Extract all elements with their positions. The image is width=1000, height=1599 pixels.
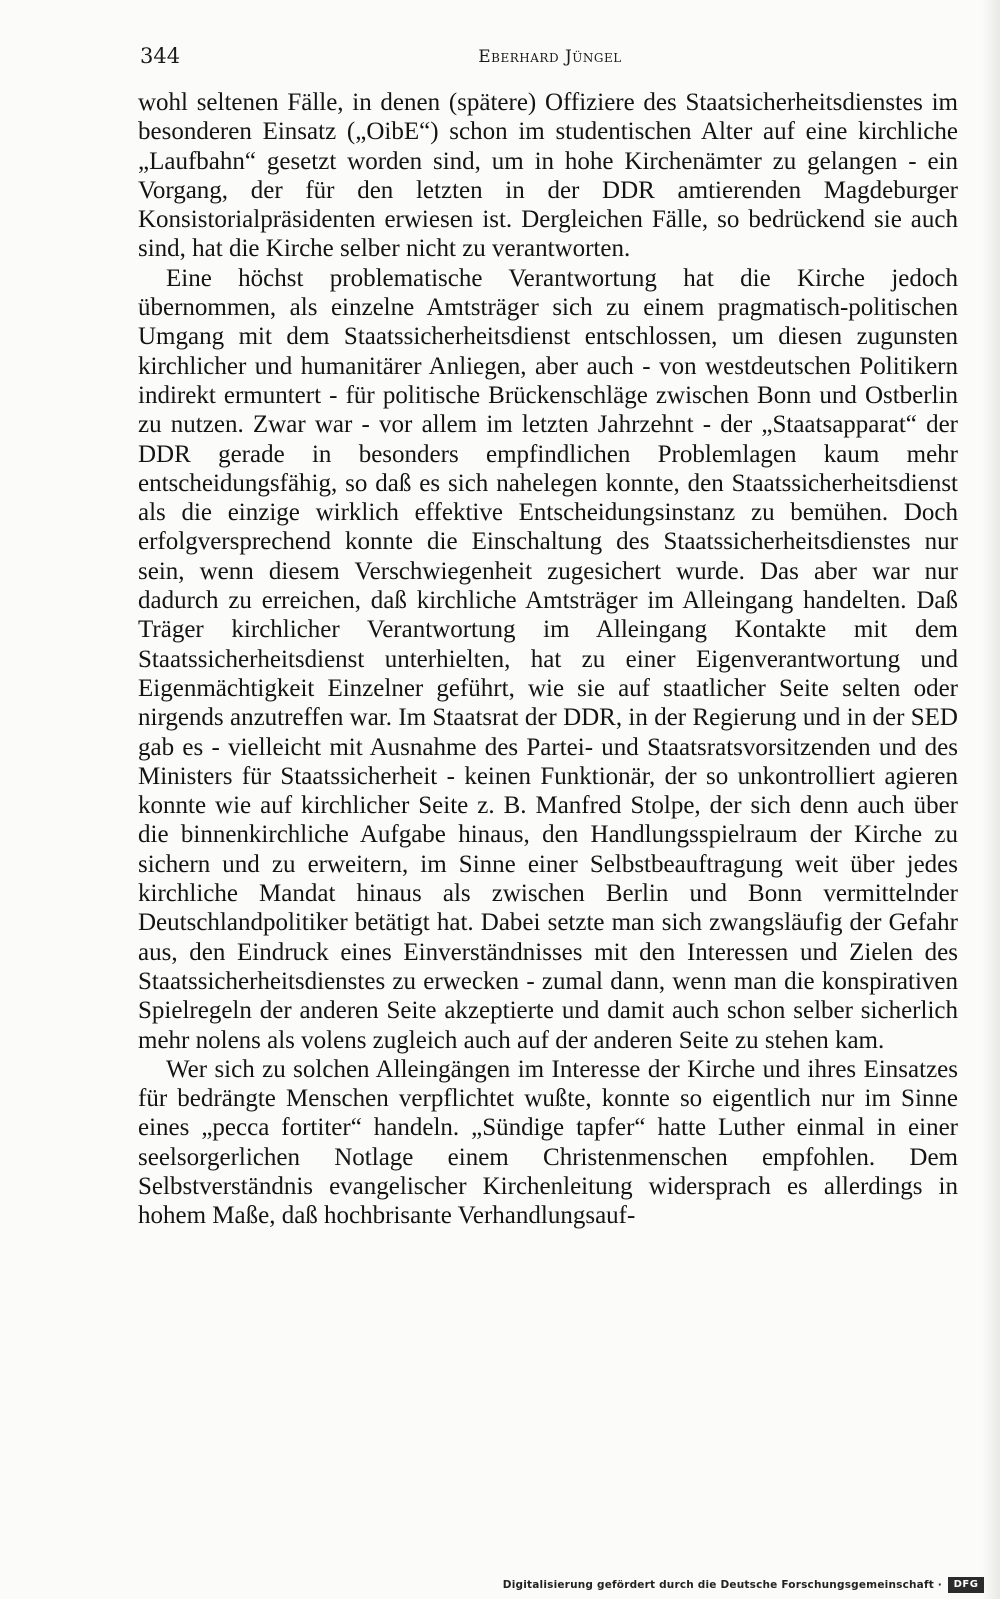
body-text — [138, 88, 958, 1231]
running-head-author: Eberhard Jüngel — [478, 47, 622, 67]
page-edge-shadow — [982, 0, 1000, 1599]
dfg-logo: DFG — [948, 1577, 984, 1593]
running-head — [140, 44, 960, 78]
paragraph: Eine höchst problematische Verantwortung hat die Kirche jedoch übernommen, als einzelne Amtsträger sich zu einem pragmatisch-politischen Umgang mit dem Staatssicherheitsdienst entschlossen, um diesen zugunsten kirchlicher und humanitärer Anliegen, aber auch - von westdeutschen Politikern indirekt ermuntert - für politische Brückenschläge zwischen Bonn und Ostberlin zu nutzen. Zwar war - vor allem im letzten Jahrzehnt - der „Staatsapparat“ der DDR gerade in besonders empfindlichen Problemlagen kaum mehr entscheidungsfähig, so daß es sich nahelegen konnte, den Staatssicherheitsdienst als die einzige wirklich effektive Entscheidungsinstanz zu bemühen. Doch erfolgversprechend konnte die Einschaltung des Staatssicherheitsdienstes nur sein, wenn diesem Verschwiegenheit zugesichert wurde. Das aber war nur dadurch zu erreichen, daß kirchliche Amtsträger im Alleingang handelten. Daß Träger kirchlicher Verantwortung im Alleingang Kontakte mit dem Staatssicherheitsdienst unterhielten, hat zu einer Eigenverantwortung und Eigenmächtigkeit Einzelner geführt, wie sie auf staatlicher Seite selten oder nirgends anzutreffen war. Im Staatsrat der DDR, in der Regierung und in der SED gab es - vielleicht mit Ausnahme des Partei- und Staatsratsvorsitzenden und des Ministers für Staatssicherheit - keinen Funktionär, der so unkontrolliert agieren konnte wie auf kirchlicher Seite z. B. Manfred Stolpe, der sich denn auch über die binnenkirchliche Aufgabe hinaus, den Handlungsspielraum der Kirche zu sichern und zu erweitern, im Sinne einer Selbstbeauftragung weit über jedes kirchliche Mandat hinaus als zwischen Berlin und Bonn vermittelnder Deutschlandpolitiker betätigt hat. Dabei setzte man sich zwangsläufig der Gefahr aus, den Eindruck eines Einverständnisses mit den Interessen und Zielen des Staatssicherheitsdienstes zu erwecken - zumal dann, wenn man die konspirativen Spielregeln der anderen Seite akzeptierte und damit auch schon selber sicherlich mehr nolens als volens zugleich auch auf der anderen Seite zu stehen kam. — [138, 264, 958, 1054]
digitization-credit: Digitalisierung gefördert durch die Deutsche Forschungsgemeinschaft · — [502, 1579, 942, 1591]
paragraph: Wer sich zu solchen Alleingängen im Interesse der Kirche und ihres Einsatzes für bedrängte Menschen verpflichtet wußte, konnte so eigentlich nur im Sinne eines „pecca fortiter“ handeln. „Sündige tapfer“ hatte Luther einmal in einer seelsorgerlichen Notlage einem Christenmenschen empfohlen. Dem Selbstverständnis evangelischer Kirchenleitung widersprach es allerdings in hohem Maße, daß hochbrisante Verhandlungsauf- — [138, 1055, 958, 1230]
paragraph-continued: wohl seltenen Fälle, in denen (spätere) Offiziere des Staatsicherheitsdienstes im besonderen Einsatz („OibE“) schon im studentischen Alter auf eine kirchliche „Laufbahn“ gesetzt worden sind, um in hohe Kirchenämter zu gelangen - ein Vorgang, der für den letzten in der DDR amtierenden Magdeburger Konsistorialpräsidenten erwiesen ist. Dergleichen Fälle, so bedrückend sie auch sind, hat die Kirche selber nicht zu verantworten. — [138, 89, 958, 263]
page-number: 344 — [140, 44, 181, 68]
